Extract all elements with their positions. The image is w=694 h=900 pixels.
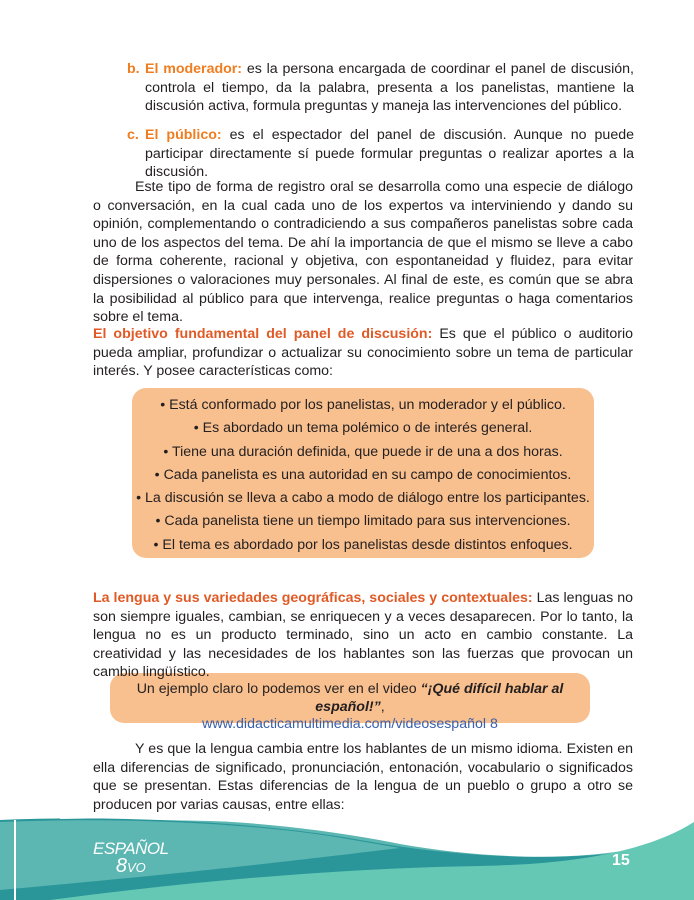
definition-moderador: es la persona encargada de coordinar el panel de discusión, controla el tiempo, da la palabra, presenta a los panelistas, mantiene la discusión activa, formula preguntas y maneja las intervenciones del público. <box>145 61 634 115</box>
characteristics-list <box>132 388 594 557</box>
paragraph-registro-oral: Este tipo de forma de registro oral se desarrolla como una especie de diálogo o conversación, en la cual cada uno de los expertos va interviniendo y dando su opinión, complementando o contradiciendo a sus compañeros panelistas sobre cada uno de los aspectos del tema. De ahí la importancia de que el mismo se lleve a cabo de forma coherente, racional y objetiva, con espontaneidad y fluidez, para evitar dispersiones o valoraciones muy personales. Al final de este, es común que se abra la posibilidad al público para que intervenga, realice preguntas o haga comentarios sobre el tema. <box>93 179 633 326</box>
example-comma: , <box>380 698 385 715</box>
page-number: 15 <box>612 852 630 869</box>
term-publico: El público: <box>145 127 222 143</box>
characteristic-item: • Es abordado un tema polémico o de interés general. <box>193 420 533 437</box>
characteristics-box <box>132 388 594 558</box>
text-lengua: Las lenguas no son siempre iguales, cambian, se enriquecen y a veces desaparecen. Por lo tanto, la lengua no es un producto terminado, sino un acto en cambio constante. La creatividad y las necesidades de los hablantes son las fuerzas que provocan un cambio lingüístico. <box>93 590 633 681</box>
characteristic-item: • La discusión se lleva a cabo a modo de diálogo entre los participantes. <box>136 490 590 507</box>
term-moderador: El moderador: <box>145 61 243 77</box>
characteristic-item: • Tiene una duración definida, que puede ir de una a dos horas. <box>163 443 563 460</box>
characteristic-item: • Cada panelista es una autoridad en su campo de conocimientos. <box>154 466 572 483</box>
logo-title: ESPAÑOL <box>93 839 169 858</box>
espanol-8vo-logo <box>93 840 169 876</box>
video-title: “¡Qué difícil hablar al español!” <box>315 681 564 715</box>
footer-margin-line <box>14 820 16 900</box>
characteristic-item: • Está conformado por los panelistas, un moderador y el público. <box>160 397 566 413</box>
list-marker: b. <box>127 61 140 77</box>
list-item-publico <box>118 126 634 182</box>
logo-number: 8 <box>115 855 127 877</box>
logo-suffix: VO <box>126 860 146 875</box>
paragraph-objetivo <box>93 325 633 381</box>
heading-objetivo: El objetivo fundamental del panel de discusión: <box>93 326 433 342</box>
definition-publico: es el espectador del panel de discusión. Aunque no puede participar directamente sí puede formular preguntas o realizar aportes a la discusión. <box>145 127 634 181</box>
text-objetivo: Es que el público o auditorio pueda ampliar, profundizar o actualizar su conocimiento sobre un tema de particular interés. Y posee características como: <box>93 326 633 380</box>
list-marker: c. <box>127 127 139 143</box>
heading-lengua: La lengua y sus variedades geográficas, sociales y contextuales: <box>93 590 533 606</box>
video-link[interactable]: www.didacticamultimedia.com/videosespañol 8 <box>202 716 498 732</box>
paragraph-cambio-lengua: Y es que la lengua cambia entre los hablantes de un mismo idioma. Existen en ella diferencias de significado, pronunciación, entonación, vocabulario o significados que se presentan. Estas diferencias de la lengua de un pueblo o grupo a otro se producen por varias causas, entre ellas: <box>93 741 633 813</box>
list-item-moderador <box>118 60 634 116</box>
example-intro: Un ejemplo claro lo podemos ver en el video <box>136 681 421 697</box>
characteristic-item: • El tema es abordado por los panelistas desde distintos enfoques. <box>153 536 573 553</box>
characteristic-item: • Cada panelista tiene un tiempo limitado para sus intervenciones. <box>155 513 571 530</box>
paragraph-lengua <box>93 589 633 682</box>
